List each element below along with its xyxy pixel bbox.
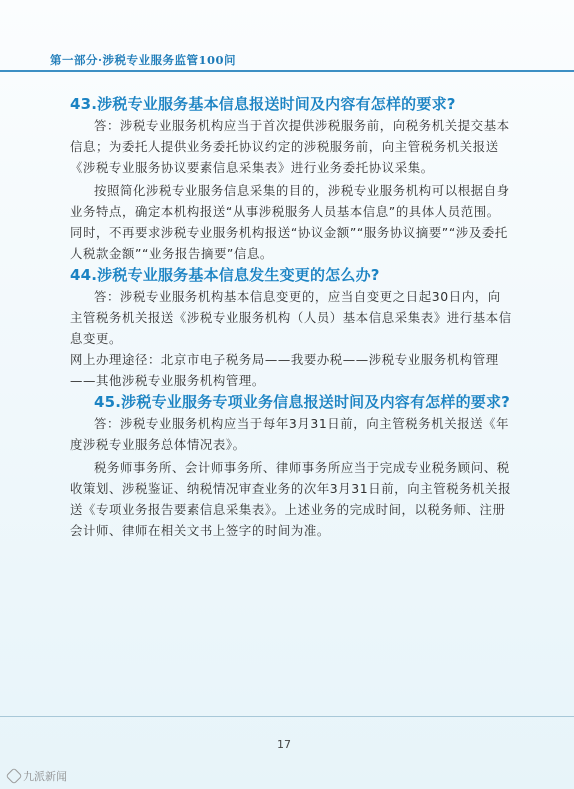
document-body: [70, 93, 512, 541]
answer-45-paragraph-1: 答：涉税专业服务机构应当于每年3月31日前，向主管税务机关报送《年度涉税专业服务总体情况表》。: [70, 416, 510, 452]
header-divider: [0, 70, 574, 72]
page-number: 17: [277, 738, 291, 751]
watermark-text: 九派新闻: [23, 770, 67, 783]
question-43-heading: 43.涉税专业服务基本信息报送时间及内容有怎样的要求?: [70, 95, 456, 113]
question-44-heading: 44.涉税专业服务基本信息发生变更的怎么办?: [70, 266, 380, 284]
answer-44-paragraph-1: 答：涉税专业服务机构基本信息变更的，应当自变更之日起30日内，向主管税务机关报送《涉税专业服务机构（人员）基本信息采集表》进行基本信息变更。: [70, 289, 512, 346]
answer-43-paragraph-2: 按照简化涉税专业服务信息采集的目的，涉税专业服务机构可以根据自身业务特点，确定本机构报送“从事涉税服务人员基本信息”的具体人员范围。同时，不再要求涉税专业服务机构报送“协议金额”“服务协议摘要”“涉及委托人税款金额”“业务报告摘要”信息。: [70, 183, 510, 261]
answer-44-online-route: 网上办理途径：北京市电子税务局——我要办税——涉税专业服务机构管理——其他涉税专业服务机构管理。: [70, 352, 499, 388]
answer-45-paragraph-2: 税务师事务所、会计师事务所、律师事务所应当于完成专业税务顾问、税收策划、涉税鉴证、纳税情况审查业务的次年3月31日前，向主管税务机关报送《专项业务报告要素信息采集表》。上述业务的完成时间，以税务师、注册会计师、律师在相关文书上签字的时间为准。: [70, 460, 512, 538]
footer-divider: [0, 716, 574, 717]
running-header: 第一部分·涉税专业服务监管100问: [50, 53, 237, 67]
watermark: [8, 768, 67, 784]
watermark-logo-icon: [6, 768, 23, 785]
answer-43-paragraph-1: 答：涉税专业服务机构应当于首次提供涉税服务前，向税务机关提交基本信息；为委托人提供业务委托协议约定的涉税服务前，向主管税务机关报送《涉税专业服务协议要素信息采集表》进行业务委托协议采集。: [70, 118, 510, 175]
question-45-heading: 45.涉税专业服务专项业务信息报送时间及内容有怎样的要求?: [94, 393, 511, 411]
